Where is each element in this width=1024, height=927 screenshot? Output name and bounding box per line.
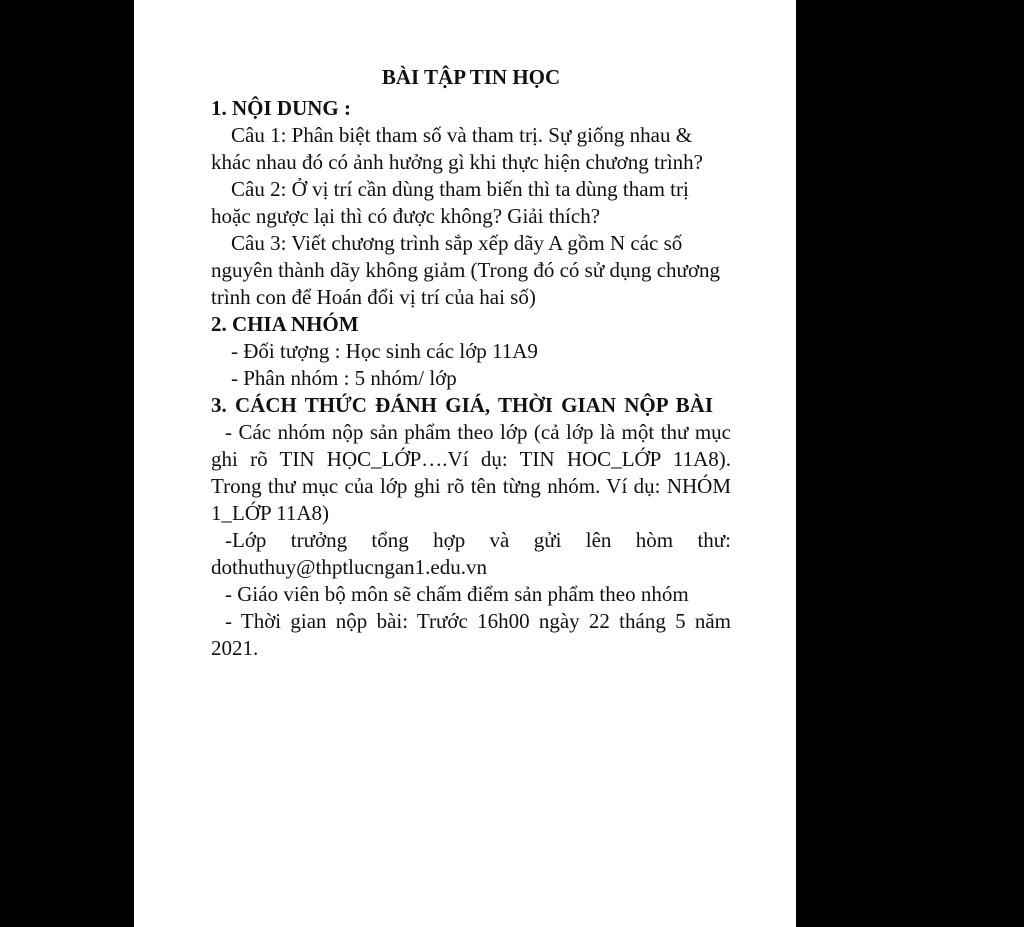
submission-email: -Lớp trưởng tổng hợp và gửi lên hòm thư: dothuthuy@thptlucngan1.edu.vn [211, 528, 731, 579]
section-1-heading: 1. NỘI DUNG : [211, 96, 351, 120]
document-title: BÀI TẬP TIN HỌC [381, 65, 561, 89]
question-3: Câu 3: Viết chương trình sắp xếp dãy A gồm N các số nguyên thành dãy không giảm (Trong đó có sử dụng chương trình con để Hoán đổi vị trí của hai số) [211, 231, 721, 309]
question-2: Câu 2: Ở vị trí cần dùng tham biến thì ta dùng tham trị hoặc ngược lại thì có được không? Giải thích? [211, 177, 689, 228]
submission-format: - Các nhóm nộp sản phẩm theo lớp (cả lớp là một thư mục ghi rõ TIN HỌC_LỚP….Ví dụ: TIN HOC_LỚP 11A8). Trong thư mục của lớp ghi rõ tên từng nhóm. Ví dụ: NHÓM 1_LỚP 11A8) [211, 420, 731, 525]
group-division: - Phân nhóm : 5 nhóm/ lớp [231, 366, 457, 390]
group-target: - Đối tượng : Học sinh các lớp 11A9 [231, 339, 538, 363]
document-content [211, 64, 731, 662]
section-3-heading: 3. CÁCH THỨC ĐÁNH GIÁ, THỜI GIAN NỘP BÀI [211, 393, 713, 417]
deadline: - Thời gian nộp bài: Trước 16h00 ngày 22 tháng 5 năm 2021. [211, 609, 731, 660]
section-2-heading: 2. CHIA NHÓM [211, 312, 359, 336]
question-1: Câu 1: Phân biệt tham số và tham trị. Sự giống nhau & khác nhau đó có ảnh hưởng gì khi thực hiện chương trình? [211, 123, 703, 174]
grading-note: - Giáo viên bộ môn sẽ chấm điểm sản phẩm theo nhóm [225, 582, 689, 606]
